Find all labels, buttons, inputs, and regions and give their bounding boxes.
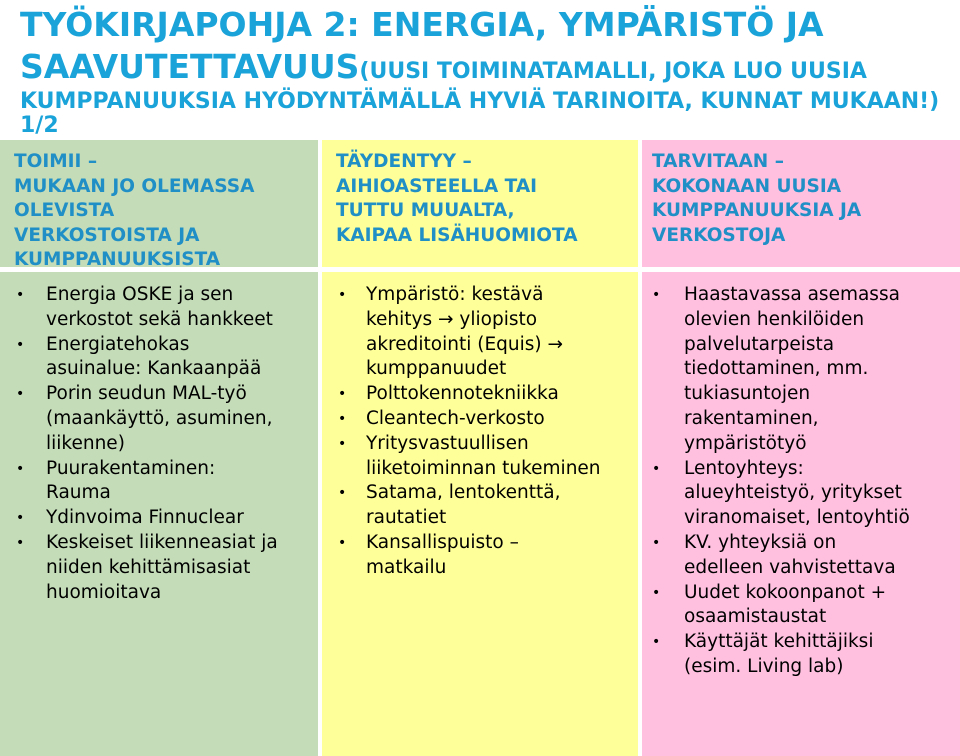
column-complementing xyxy=(322,140,638,756)
bullet-icon: • xyxy=(338,386,347,403)
list-item xyxy=(642,283,960,457)
bullet-icon: • xyxy=(16,460,25,477)
list-item-text: Energiatehokas xyxy=(46,333,190,355)
column-header-line: KAIPAA LISÄHUOMIOTA xyxy=(336,224,578,246)
list-item-text: Rauma xyxy=(46,482,111,504)
list-item-text: viranomaiset, lentoyhtiö xyxy=(684,507,910,529)
list-item-text: verkostot sekä hankkeet xyxy=(46,308,273,330)
list-item xyxy=(322,481,638,531)
list-item-text: palvelutarpeista xyxy=(684,333,835,355)
list-item xyxy=(322,531,638,581)
bullet-icon: • xyxy=(338,287,347,303)
list-item-text: Ydinvoima Finnuclear xyxy=(46,507,244,529)
list-item xyxy=(642,457,960,531)
list-item xyxy=(642,581,960,631)
column-header-line: TOIMII – xyxy=(14,151,98,172)
list-item-text: liikenne) xyxy=(46,432,125,454)
title-page-number: 1/2 xyxy=(20,113,59,138)
list-item-text: (maankäyttö, asuminen, xyxy=(46,407,273,429)
bullet-icon: • xyxy=(16,510,25,527)
item-list xyxy=(322,283,638,581)
column-header-line: KUMPPANUUKSISTA xyxy=(14,249,221,270)
column-header-line: OLEVISTA xyxy=(14,200,115,221)
list-item-text: Haastavassa asemassa xyxy=(684,284,900,305)
list-item-text: Cleantech-verkosto xyxy=(366,407,545,429)
list-item-text: alueyhteistyö, yritykset xyxy=(684,482,902,504)
list-item xyxy=(322,382,638,407)
bullet-icon: • xyxy=(338,435,347,452)
list-item-text: kumppanuudet xyxy=(366,358,507,380)
list-item-text: Uudet kokoonpanot + xyxy=(684,581,887,603)
list-item xyxy=(0,531,318,605)
list-item xyxy=(0,506,318,531)
list-item xyxy=(322,407,638,432)
column-header-line: AIHIOASTEELLA TAI xyxy=(336,175,538,197)
list-item-text: akreditointi (Equis) → xyxy=(366,333,563,355)
list-item-text: Lentoyhteys: xyxy=(684,457,804,479)
list-item-text: niiden kehittämisasiat xyxy=(46,556,251,578)
list-item-text: kehitys → yliopisto xyxy=(366,308,538,330)
list-item-text: asuinalue: Kankaanpää xyxy=(46,358,262,380)
list-item xyxy=(642,531,960,581)
list-item xyxy=(0,457,318,507)
list-item-text: Kansallispuisto – xyxy=(366,531,519,553)
column-header-line: TÄYDENTYY – xyxy=(336,151,472,172)
title-main: TYÖKIRJAPOHJA 2: ENERGIA, YMPÄRISTÖ JA SAAVUTETTAVUUS xyxy=(20,5,824,86)
list-item-text: ympäristötyö xyxy=(684,432,807,454)
bullet-icon: • xyxy=(16,287,25,303)
column-header-line: MUKAAN JO OLEMASSA xyxy=(14,175,255,197)
item-list xyxy=(642,283,960,680)
list-item-text: Puurakentaminen: xyxy=(46,457,216,479)
column-header-line: TARVITAAN – xyxy=(652,151,784,172)
bullet-icon: • xyxy=(338,410,347,427)
column-existing-networks xyxy=(0,140,318,756)
list-item xyxy=(642,630,960,680)
list-item-text: rakentaminen, xyxy=(684,407,819,429)
column-header-line: VERKOSTOJA xyxy=(652,224,786,246)
list-item-text: tukiasuntojen xyxy=(684,383,811,405)
list-item-text: Polttokennotekniikka xyxy=(366,383,559,405)
list-item-text: huomioitava xyxy=(46,581,162,603)
column-header-line: KUMPPANUUKSIA JA xyxy=(652,200,862,221)
list-item-text: matkailu xyxy=(366,556,447,578)
bullet-icon: • xyxy=(16,336,25,353)
column-header xyxy=(0,140,318,272)
page-title xyxy=(20,4,950,137)
bullet-icon: • xyxy=(338,485,347,502)
list-item-text: olevien henkilöiden xyxy=(684,308,865,330)
column-header-line: VERKOSTOISTA JA xyxy=(14,224,200,246)
list-item-text: Käyttäjät kehittäjiksi xyxy=(684,631,874,653)
bullet-icon: • xyxy=(652,634,661,651)
item-list xyxy=(0,283,318,605)
bullet-icon: • xyxy=(16,534,25,551)
list-item-text: osaamistaustat xyxy=(684,606,827,628)
list-item-text: Porin seudun MAL-työ xyxy=(46,383,247,405)
list-item-text: Yritysvastuullisen xyxy=(366,432,529,454)
list-item-text: tiedottaminen, mm. xyxy=(684,358,869,380)
list-item-text: KV. yhteyksiä on xyxy=(684,531,837,553)
column-header-line: KOKONAAN UUSIA xyxy=(652,175,842,197)
list-item-text: edelleen vahvistettava xyxy=(684,556,896,578)
list-item-text: liiketoiminnan tukeminen xyxy=(366,457,601,479)
column-header xyxy=(322,140,638,272)
bullet-icon: • xyxy=(652,534,661,551)
title-sub: (UUSI TOIMINATAMALLI, JOKA LUO UUSIA KUMPPANUUKSIA HYÖDYNTÄMÄLLÄ HYVIÄ TARINOITA, KUNNAT MUKAAN!) xyxy=(20,59,940,114)
column-header-line: TUTTU MUUALTA, xyxy=(336,200,515,221)
bullet-icon: • xyxy=(652,460,661,477)
list-item-text: Keskeiset liikenneasiat ja xyxy=(46,531,278,553)
list-item-text: (esim. Living lab) xyxy=(684,655,844,677)
bullet-icon: • xyxy=(652,287,661,303)
column-new-partnerships xyxy=(642,140,960,756)
list-item xyxy=(322,432,638,482)
list-item xyxy=(0,283,318,333)
list-item xyxy=(0,333,318,383)
list-item xyxy=(322,283,638,382)
list-item-text: Ympäristö: kestävä xyxy=(366,284,544,305)
bullet-icon: • xyxy=(16,386,25,403)
bullet-icon: • xyxy=(338,534,347,551)
bullet-icon: • xyxy=(652,584,661,601)
list-item-text: rautatiet xyxy=(366,507,447,529)
list-item-text: Satama, lentokenttä, xyxy=(366,482,561,504)
list-item xyxy=(0,382,318,456)
column-header xyxy=(642,140,960,272)
list-item-text: Energia OSKE ja sen xyxy=(46,284,234,305)
